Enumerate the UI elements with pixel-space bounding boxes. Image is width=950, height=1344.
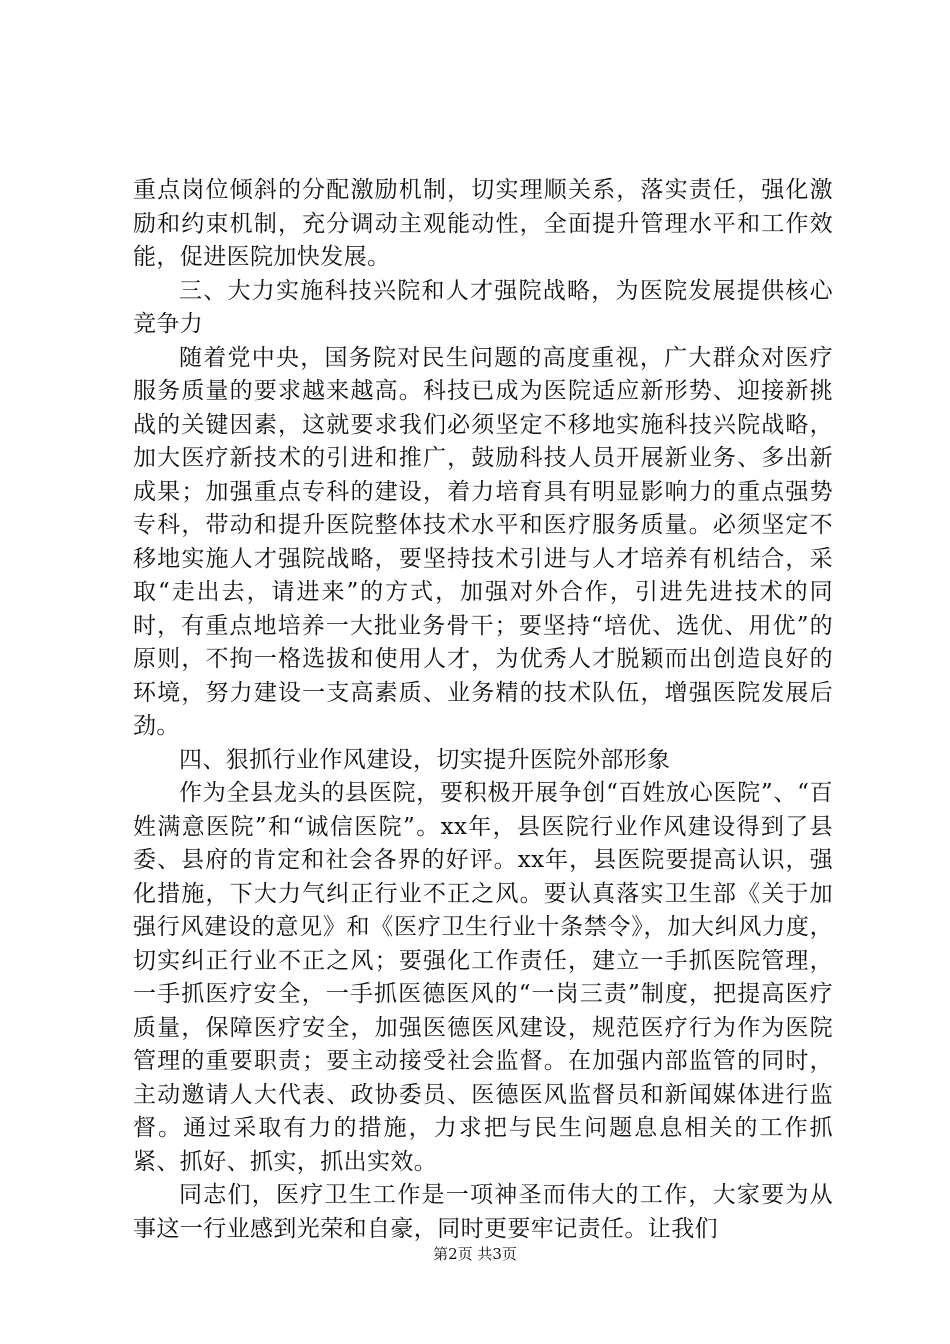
- section-heading-3: 三、大力实施科技兴院和人才强院战略，为医院发展提供核心竞争力: [133, 277, 833, 337]
- paragraph-section-4-body: 作为全县龙头的县医院，要积极开展争创“百姓放心医院”、“百姓满意医院”和“诚信医院”。xx年，县医院行业作风建设得到了县委、县府的肯定和社会各界的好评。xx年，县医院要提高认识，强化措施，下大力气纠正行业不正之风。要认真落实卫生部《关于加强行风建设的意见》和《医疗卫生行业十条禁令》，加大纠风力度，切实纠正行业不正之风；要强化工作责任，建立一手抓医院管理，一手抓医疗安全，一手抓医德医风的“一岗三责”制度，把提高医疗质量，保障医疗安全，加强医德医风建设，规范医疗行为作为医院管理的重要职责；要主动接受社会监督。在加强内部监管的同时，主动邀请人大代表、政协委员、医德医风监督员和新闻媒体进行监督。通过采取有力的措施，力求把与民生问题息息相关的工作抓紧、抓好、抓实，抓出实效。: [133, 780, 833, 1175]
- paragraph-continuation: 重点岗位倾斜的分配激励机制，切实理顺关系，落实责任，强化激励和约束机制，充分调动主观能动性，全面提升管理水平和工作效能，促进医院加快发展。: [133, 177, 833, 270]
- paragraph-closing: 同志们，医疗卫生工作是一项神圣而伟大的工作，大家要为从事这一行业感到光荣和自豪，同时更要牢记责任。让我们: [133, 1182, 833, 1242]
- page-number-footer: 第2页 共3页: [433, 1245, 517, 1263]
- section-heading-4: 四、狠抓行业作风建设，切实提升医院外部形象: [179, 746, 671, 773]
- document-body: [133, 174, 833, 1246]
- paragraph-section-3-body: 随着党中央，国务院对民生问题的高度重视，广大群众对医疗服务质量的要求越来越高。科技已成为医院适应新形势、迎接新挑战的关键因素，这就要求我们必须坚定不移地实施科技兴院战略，加大医疗新技术的引进和推广，鼓励科技人员开展新业务、多出新成果；加强重点专科的建设，着力培育具有明显影响力的重点强势专科，带动和提升医院整体技术水平和医疗服务质量。必须坚定不移地实施人才强院战略，要坚持技术引进与人才培养有机结合，采取“走出去，请进来”的方式，加强对外合作，引进先进技术的同时，有重点地培养一大批业务骨干；要坚持“培优、选优、用优”的原则，不拘一格选拔和使用人才，为优秀人才脱颖而出创造良好的环境，努力建设一支高素质、业务精的技术队伍，增强医院发展后劲。: [133, 344, 833, 739]
